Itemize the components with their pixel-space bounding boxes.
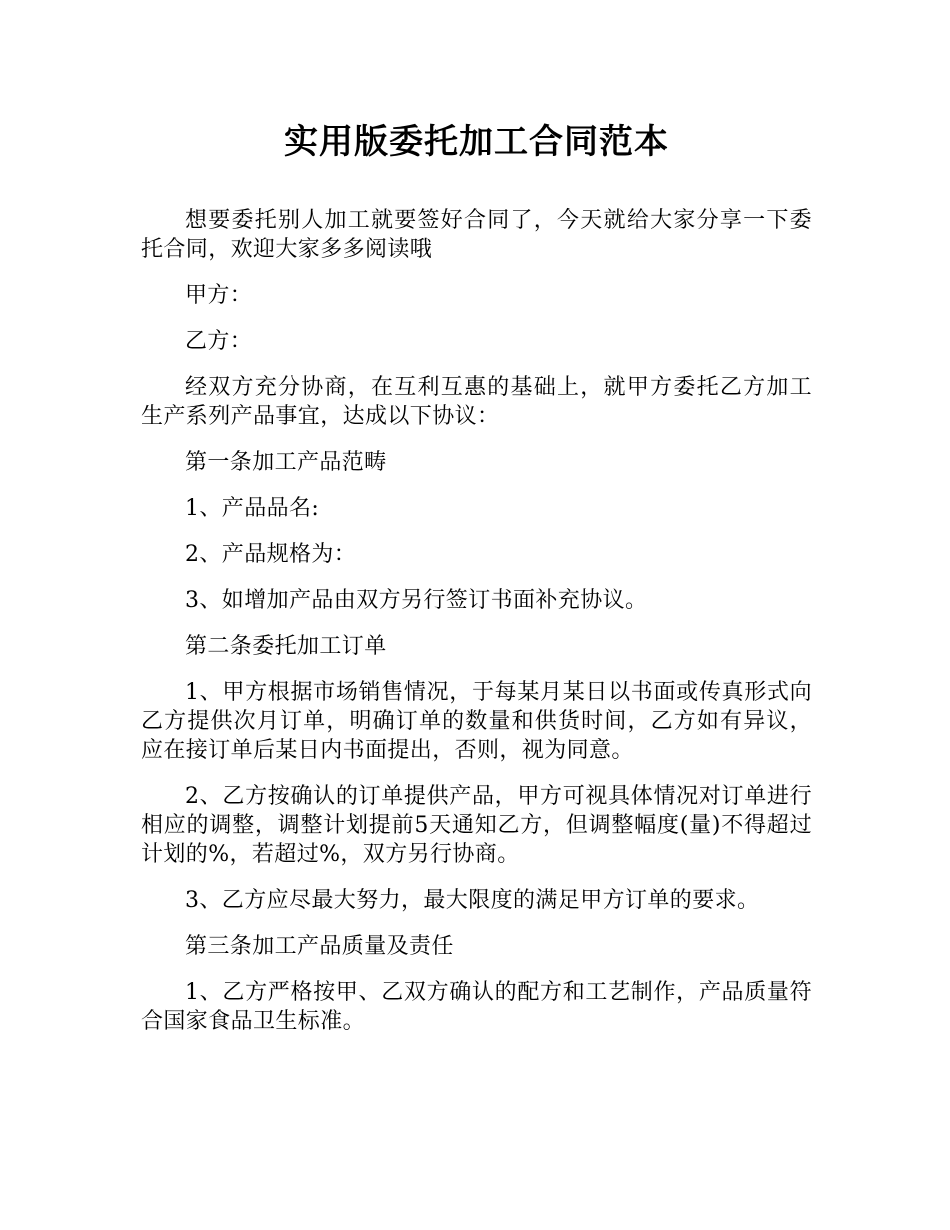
article-3-heading: 第三条加工产品质量及责任 xyxy=(185,934,454,959)
article-2-clause-2: 2、乙方按确认的订单提供产品，甲方可视具体情况对订单进行相应的调整，调整计划提前5天通知乙方，但调整幅度(量)不得超过计划的%，若超过%，双方另行协商。 xyxy=(141,784,812,867)
article-1-clause-3: 3、如增加产品由双方另行签订书面补充协议。 xyxy=(185,588,648,613)
document-title: 实用版委托加工合同范本 xyxy=(284,122,669,162)
article-2-heading: 第二条委托加工订单 xyxy=(185,634,387,659)
article-2-clause-1: 1、甲方根据市场销售情况，于每某月某日以书面或传真形式向乙方提供次月订单，明确订单的数量和供货时间，乙方如有异议，应在接订单后某日内书面提出，否则，视为同意。 xyxy=(141,680,812,763)
party-b-line: 乙方： xyxy=(185,329,253,354)
article-2-clause-3: 3、乙方应尽最大努力，最大限度的满足甲方订单的要求。 xyxy=(185,888,760,913)
intro-paragraph: 想要委托别人加工就要签好合同了，今天就给大家分享一下委托合同，欢迎大家多多阅读哦 xyxy=(141,208,812,262)
party-a-line: 甲方： xyxy=(185,283,253,308)
article-1-clause-2: 2、产品规格为： xyxy=(185,542,357,567)
article-1-heading: 第一条加工产品范畴 xyxy=(185,450,387,475)
article-1-clause-1: 1、产品品名: xyxy=(185,496,320,521)
article-3-clause-1: 1、乙方严格按甲、乙双方确认的配方和工艺制作，产品质量符合国家食品卫生标准。 xyxy=(141,980,812,1034)
agreement-preamble: 经双方充分协商，在互利互惠的基础上，就甲方委托乙方加工生产系列产品事宜，达成以下协议： xyxy=(141,375,812,429)
